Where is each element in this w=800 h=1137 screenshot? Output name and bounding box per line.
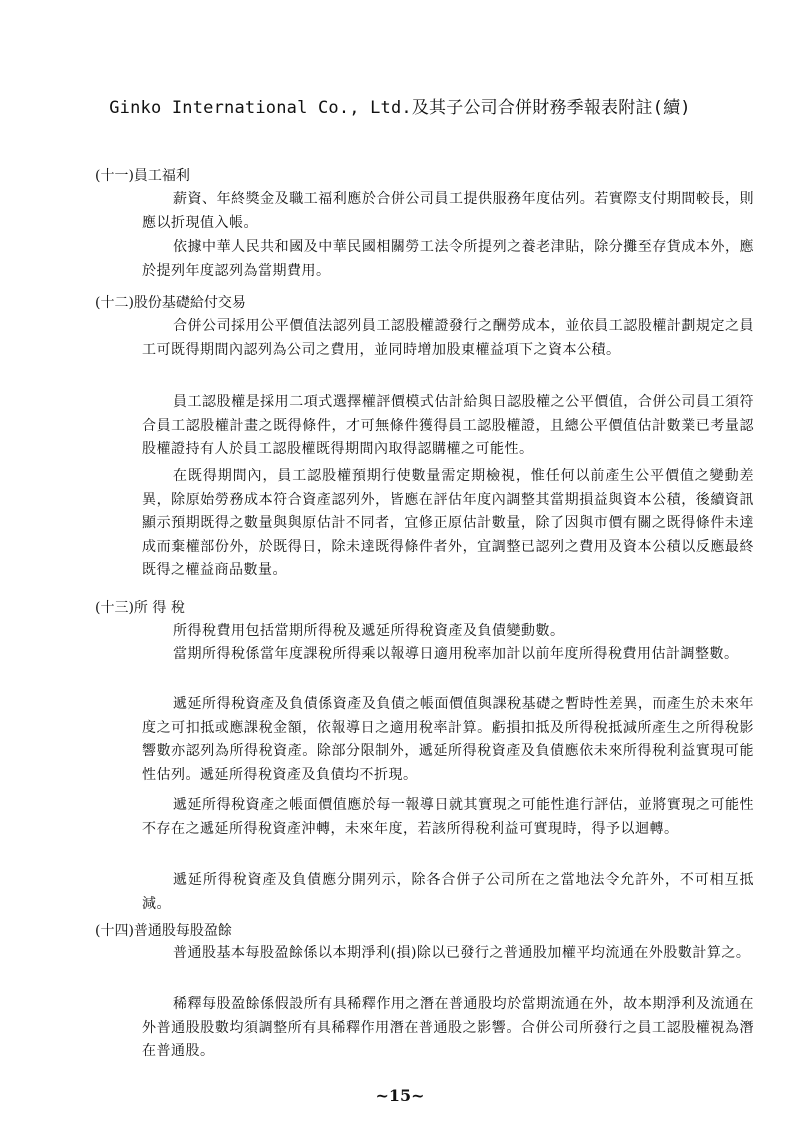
paragraph: 在既得期間內，員工認股權預期行使數量需定期檢視，惟任何以前產生公平價值之變動差異，除原始勞務成本符合資產認列外，皆應在評估年度內調整其當期損益與資本公積，後續資訊顯示預期既得之數量與與原估計不同者，宜修正原估計數量，除了因與市價有關之既得條件未達成而棄權部份外，於既得日，除未達既得條件者外，宜調整已認列之費用及資本公積以反應最終既得之權益商品數量。 bbox=[142, 468, 754, 579]
paragraph: 普通股基本每股盈餘係以本期淨利(損)除以已發行之普通股加權平均流通在外股數計算之。 bbox=[173, 945, 751, 961]
section-heading: (十一)員工福利 bbox=[95, 168, 190, 184]
paragraph: 合併公司採用公平價值法認列員工認股權證發行之酬勞成本，並依員工認股權計劃規定之員工可既得期間內認列為公司之費用，並同時增加股東權益項下之資本公積。 bbox=[142, 318, 754, 358]
page-header-title: Ginko International Co., Ltd.及其子公司合併財務季報表附註(續) bbox=[109, 98, 691, 118]
paragraph: 遞延所得稅資產及負債應分開列示，除各合併子公司所在之當地法令允許外，不可相互抵減。 bbox=[142, 872, 754, 912]
paragraph: 當期所得稅係當年度課稅所得乘以報導日適用稅率加計以前年度所得稅費用估計調整數。 bbox=[173, 646, 739, 662]
page-number: ~15~ bbox=[375, 1086, 425, 1105]
section-heading: (十三)所 得 稅 bbox=[95, 600, 185, 616]
paragraph: 遞延所得稅資產及負債係資產及負債之帳面價值與課稅基礎之暫時性差異，而產生於未來年度之可扣抵或應課稅金額，依報導日之適用稅率計算。虧損扣抵及所得稅抵減所產生之所得稅影響數亦認列為所得稅資產。除部分限制外，遞延所得稅資產及負債應依未來所得稅利益實現可能性估列。遞延所得稅資產及負債均不折現。 bbox=[142, 696, 754, 783]
paragraph: 薪資、年終獎金及職工福利應於合併公司員工提供服務年度估列。若實際支付期間較長，則應以折現值入帳。 bbox=[142, 191, 754, 231]
paragraph: 員工認股權是採用二項式選擇權評價模式估計給與日認股權之公平價值，合併公司員工須符合員工認股權計畫之既得條件，才可無條件獲得員工認股權證，且總公平價值估計數業已考量認股權證持有人於員工認股權既得期間內取得認購權之可能性。 bbox=[142, 394, 754, 458]
paragraph: 依據中華人民共和國及中華民國相關勞工法令所提列之養老津貼，除分攤至存貨成本外，應於提列年度認列為當期費用。 bbox=[142, 239, 754, 279]
paragraph: 遞延所得稅資產之帳面價值應於每一報導日就其實現之可能性進行評估，並將實現之可能性不存在之遞延所得稅資產沖轉，未來年度，若該所得稅利益可實現時，得予以迴轉。 bbox=[142, 797, 754, 837]
paragraph: 稀釋每股盈餘係假設所有具稀釋作用之潛在普通股均於當期流通在外，故本期淨利及流通在外普通股股數均須調整所有具稀釋作用潛在普通股之影響。合併公司所發行之員工認股權視為潛在普通股。 bbox=[142, 996, 754, 1060]
section-heading: (十四)普通股每股盈餘 bbox=[95, 923, 232, 939]
section-heading: (十二)股份基礎給付交易 bbox=[95, 295, 246, 311]
paragraph: 所得稅費用包括當期所得稅及遞延所得稅資產及負債變動數。 bbox=[173, 623, 565, 639]
